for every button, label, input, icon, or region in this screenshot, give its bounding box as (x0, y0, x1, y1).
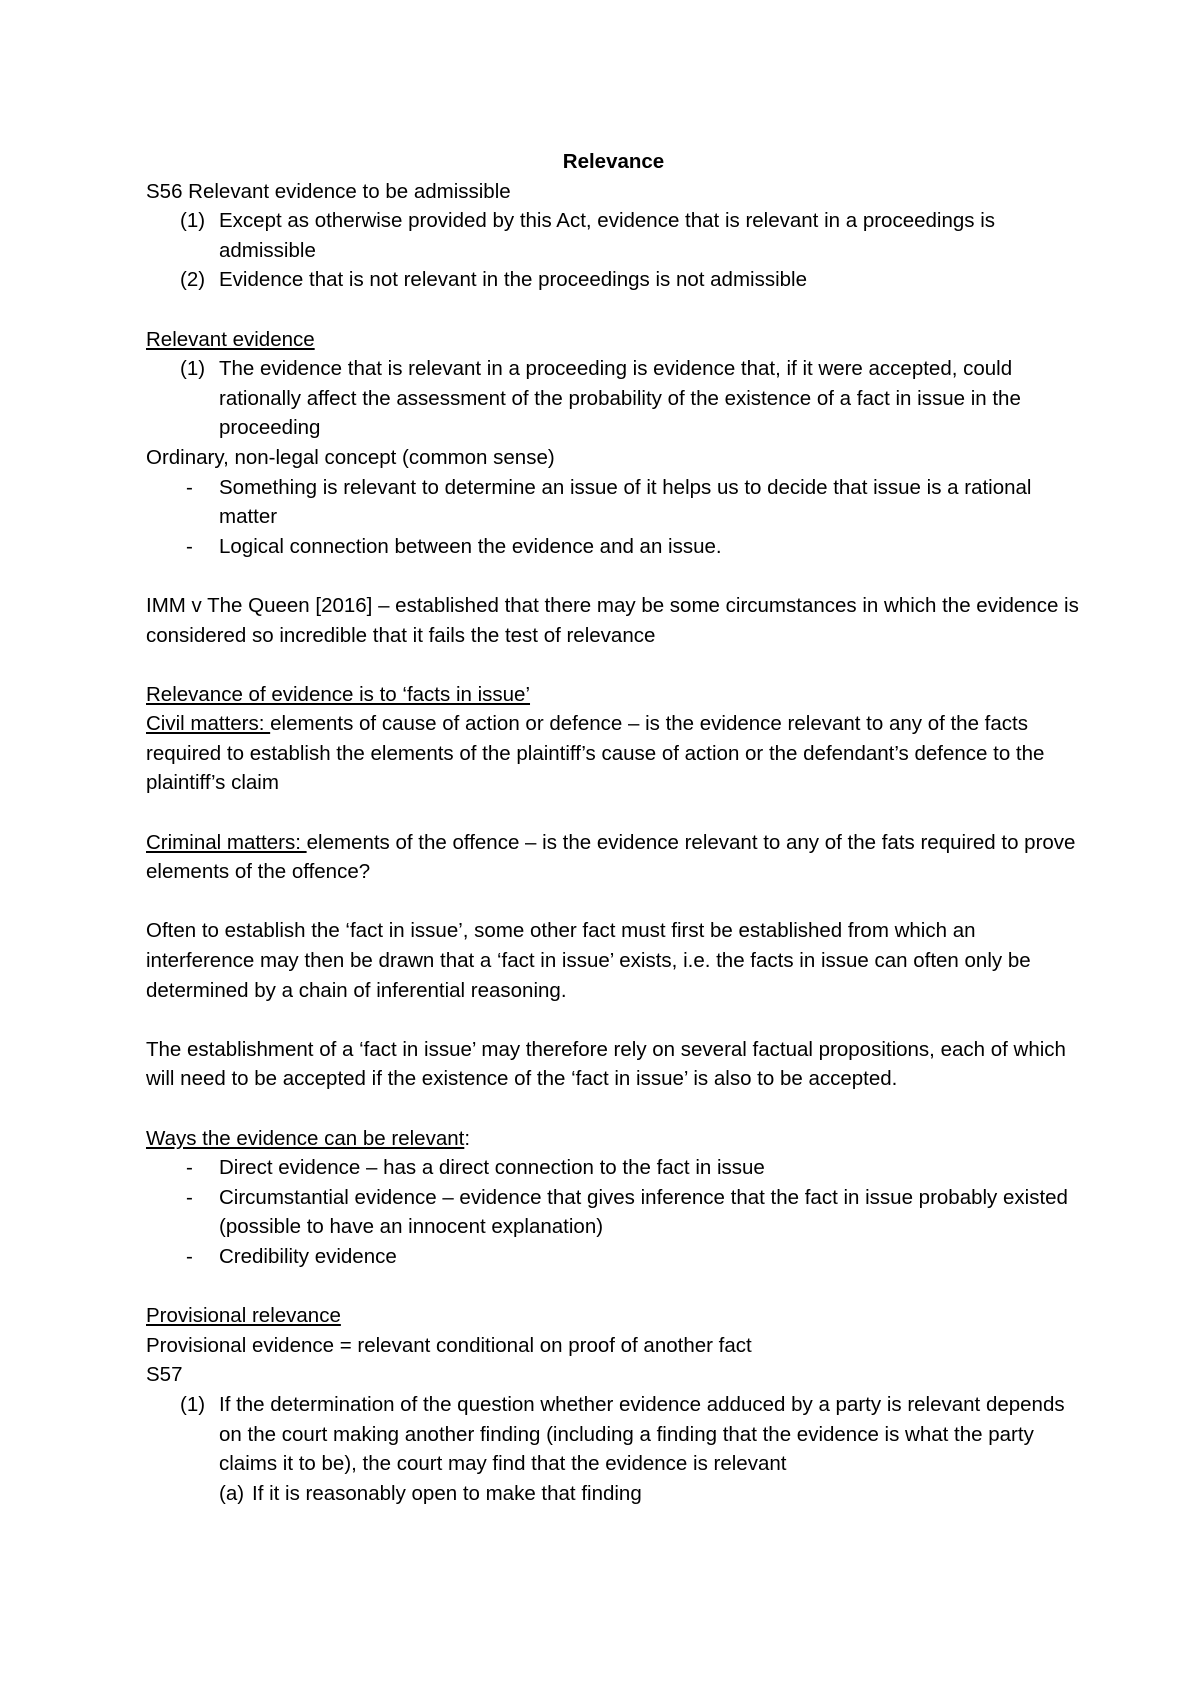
heading-text: Relevant evidence (146, 327, 315, 351)
heading-text: Provisional relevance (146, 1304, 341, 1328)
bullet-text: Credibility evidence (219, 1244, 397, 1268)
s57-item-1 (146, 1390, 1081, 1479)
often-paragraph: Often to establish the ‘fact in issue’, some other fact must first be established from which an interference may then be drawn that a ‘fact in issue’ exists, i.e. the facts in issue can often only be determined by a chain of inferential reasoning. (146, 919, 1031, 1002)
s57-item-text: If the determination of the question whether evidence adduced by a party is relevant depends on the court making another finding (including a finding that the evidence is what the party claims it to be), the court may find that the evidence is relevant (219, 1392, 1065, 1476)
bullet-text: Logical connection between the evidence and an issue. (219, 534, 722, 558)
spacer (146, 1272, 1081, 1302)
heading-suffix: : (464, 1126, 471, 1150)
relevant-evidence-item-text: The evidence that is relevant in a proceeding is evidence that, if it were accepted, could rationally affect the assessment of the probability of the existence of a fact in issue in the proceeding (219, 357, 1021, 440)
bullet-item (146, 532, 1081, 562)
bullet-dash: - (186, 534, 193, 558)
criminal-matters-label: Criminal matters: (146, 830, 307, 854)
s56-item-2 (146, 265, 1081, 295)
s56-item-text: Except as otherwise provided by this Act, evidence that is relevant in a proceedings is admissible (219, 209, 996, 262)
bullet-dash: - (186, 1185, 193, 1209)
spacer (146, 1005, 1081, 1035)
list-marker: (1) (180, 357, 206, 381)
criminal-matters-text: elements of the offence – is the evidence relevant to any of the fats required to prove elements of the offence? (146, 830, 1076, 884)
bullet-item (146, 473, 1081, 532)
bullet-text: Something is relevant to determine an issue of it helps us to decide that issue is a rational matter (219, 475, 1032, 529)
facts-in-issue-heading (146, 680, 1081, 710)
criminal-matters-paragraph (146, 828, 1081, 887)
provisional-line: Provisional evidence = relevant conditional on proof of another fact (146, 1333, 752, 1357)
s57-sub-item-text: If it is reasonably open to make that finding (252, 1481, 642, 1505)
relevant-evidence-item-1 (146, 354, 1081, 443)
bullet-dash: - (186, 1156, 193, 1180)
bullet-dash: - (186, 1244, 193, 1268)
civil-matters-label: Civil matters: (146, 712, 271, 736)
bullet-item (146, 1183, 1081, 1242)
s57-sub-item-a (146, 1479, 1081, 1509)
spacer (146, 295, 1081, 325)
ways-heading (146, 1124, 1081, 1154)
heading-text: Relevance of evidence is to ‘facts in issue’ (146, 682, 531, 706)
provisional-heading (146, 1301, 1081, 1331)
civil-matters-text: elements of cause of action or defence – is the evidence relevant to any of the facts required to establish the elements of the plaintiff’s cause of action or the defendant’s defence to the plaintiff’s claim (146, 712, 1045, 795)
bullet-dash: - (186, 475, 193, 499)
s56-item-1 (146, 206, 1081, 265)
spacer (146, 798, 1081, 828)
document-title: Relevance (562, 150, 665, 173)
spacer (146, 887, 1081, 917)
establishment-paragraph: The establishment of a ‘fact in issue’ may therefore rely on several factual propositions, each of which will need to be accepted if the existence of the ‘fact in issue’ is also to be accepted. (146, 1037, 1066, 1091)
list-marker: (1) (180, 1392, 206, 1416)
bullet-item (146, 1242, 1081, 1272)
bullet-text: Circumstantial evidence – evidence that gives inference that the fact in issue probably existed (possible to have an innocent explanation) (219, 1185, 1068, 1239)
bullet-text: Direct evidence – has a direct connection to the fact in issue (219, 1156, 765, 1180)
s57-heading: S57 (146, 1363, 183, 1387)
spacer (146, 650, 1081, 680)
heading-text: Ways the evidence can be relevant (146, 1126, 465, 1150)
civil-matters-paragraph (146, 709, 1081, 798)
ordinary-concept-line: Ordinary, non-legal concept (common sense) (146, 445, 555, 469)
bullet-item (146, 1153, 1081, 1183)
list-marker: (1) (180, 209, 206, 233)
document-body (146, 147, 1081, 1508)
relevant-evidence-heading (146, 325, 1081, 355)
imm-paragraph: IMM v The Queen [2016] – established that there may be some circumstances in which the evidence is considered so incredible that it fails the test of relevance (146, 593, 1079, 647)
list-marker: (a) (219, 1481, 245, 1505)
s56-heading: S56 Relevant evidence to be admissible (146, 179, 511, 203)
list-marker: (2) (180, 268, 206, 292)
s56-item-text: Evidence that is not relevant in the proceedings is not admissible (219, 268, 808, 292)
spacer (146, 561, 1081, 591)
spacer (146, 1094, 1081, 1124)
